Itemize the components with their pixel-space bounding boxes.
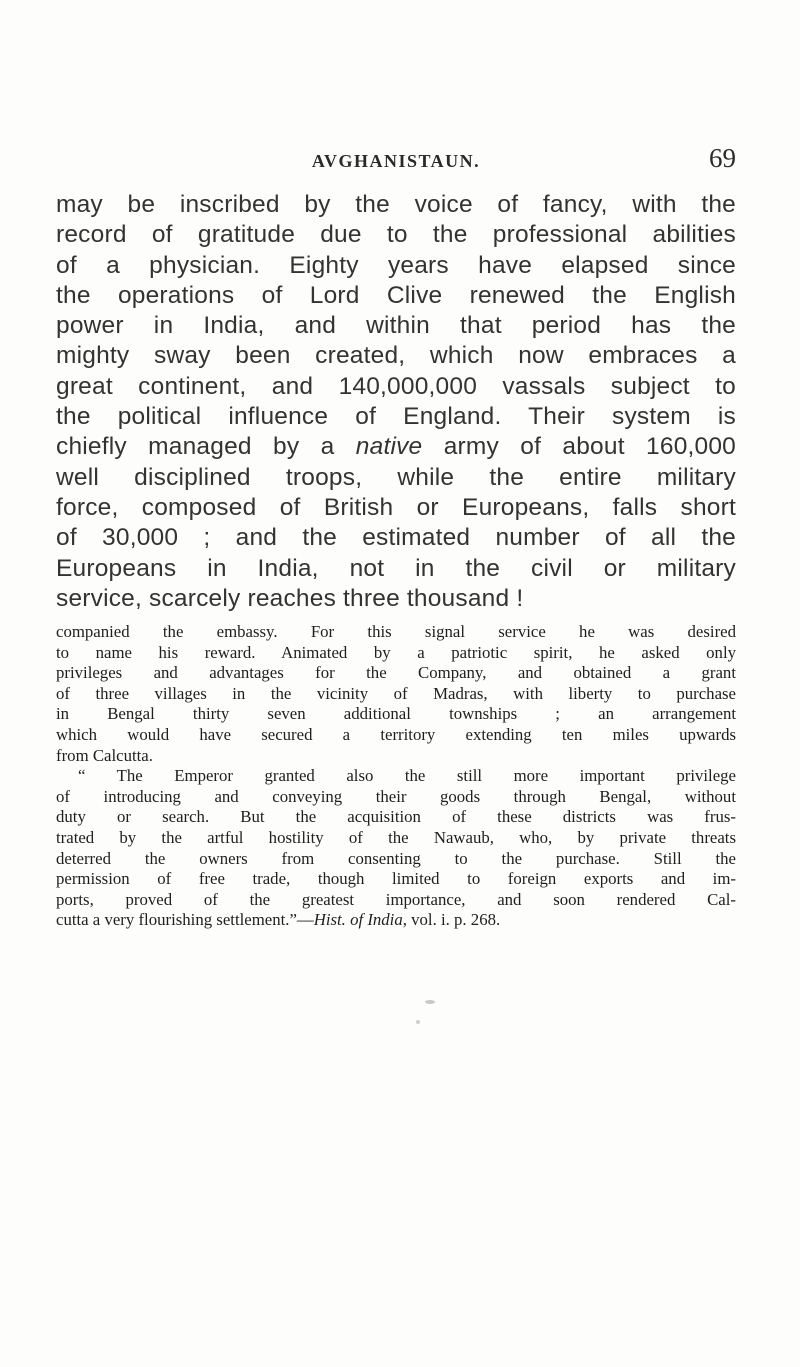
running-title: AVGHANISTAUN. xyxy=(311,151,481,171)
footnote-line: ports, proved of the greatest importance, and soon rendered Cal- xyxy=(56,889,736,909)
ink-smudge xyxy=(425,1000,435,1004)
footnote-segment: , vol. i. p. 268. xyxy=(402,910,501,930)
page-number: 69 xyxy=(709,143,736,173)
text-line: great continent, and 140,000,000 vassals subject to xyxy=(56,372,736,400)
text-line: mighty sway been created, which now embraces a xyxy=(56,342,736,370)
footnote-segment: cutta a very flourishing settlement.”— xyxy=(56,910,314,930)
text-line: well disciplined troops, while the entire military xyxy=(56,463,736,491)
text-line: of a physician. Eighty years have elapsed since xyxy=(56,251,736,279)
footnote-line: from Calcutta. xyxy=(56,745,153,765)
text-line: of 30,000 ; and the estimated number of all the xyxy=(56,524,736,552)
footnote-line: “ The Emperor granted also the still more important privilege xyxy=(78,766,736,786)
text-line: force, composed of British or Europeans, falls short xyxy=(56,493,736,521)
footnote xyxy=(56,622,736,931)
text-line: service, scarcely reaches three thousand ! xyxy=(56,584,524,612)
emphasis-native: native xyxy=(355,433,423,461)
footnote-line: to name his reward. Animated by a patriotic spirit, he asked only xyxy=(56,642,736,662)
text-line: may be inscribed by the voice of fancy, with the xyxy=(56,191,736,218)
footnote-line: permission of free trade, though limited to foreign exports and im- xyxy=(56,869,736,889)
text-segment: army of about 160,000 xyxy=(422,433,736,461)
footnote-line: privileges and advantages for the Company, and obtained a grant xyxy=(56,663,736,683)
footnote-line: companied the embassy. For this signal service he was desired xyxy=(56,622,736,641)
footnote-line: which would have secured a territory extending ten miles upwards xyxy=(56,724,736,744)
footnote-line: deterred the owners from consenting to the purchase. Still the xyxy=(56,848,736,868)
text-line: power in India, and within that period has the xyxy=(56,312,736,340)
footnote-citation-line xyxy=(56,910,736,931)
footnote-line: duty or search. But the acquisition of these districts was frus- xyxy=(56,807,736,827)
text-line: record of gratitude due to the professional abilities xyxy=(56,221,736,249)
text-line: the operations of Lord Clive renewed the English xyxy=(56,281,736,309)
ink-speck xyxy=(416,1020,420,1024)
citation-title: Hist. of India xyxy=(313,910,403,930)
footnote-line: of three villages in the vicinity of Madras, with liberty to purchase xyxy=(56,683,736,703)
text-line: Europeans in India, not in the civil or military xyxy=(56,554,736,582)
footnote-line: in Bengal thirty seven additional townships ; an arrangement xyxy=(56,704,736,724)
footnote-line: trated by the artful hostility of the Nawaub, who, by private threats xyxy=(56,827,736,847)
text-line: the political influence of England. Their system is xyxy=(56,403,736,431)
footnote-line: of introducing and conveying their goods through Bengal, without xyxy=(56,786,736,806)
main-paragraph xyxy=(56,190,736,614)
text-segment: chiefly managed by a xyxy=(56,433,356,461)
text-line-with-emphasis xyxy=(56,432,736,462)
running-head xyxy=(56,143,736,175)
